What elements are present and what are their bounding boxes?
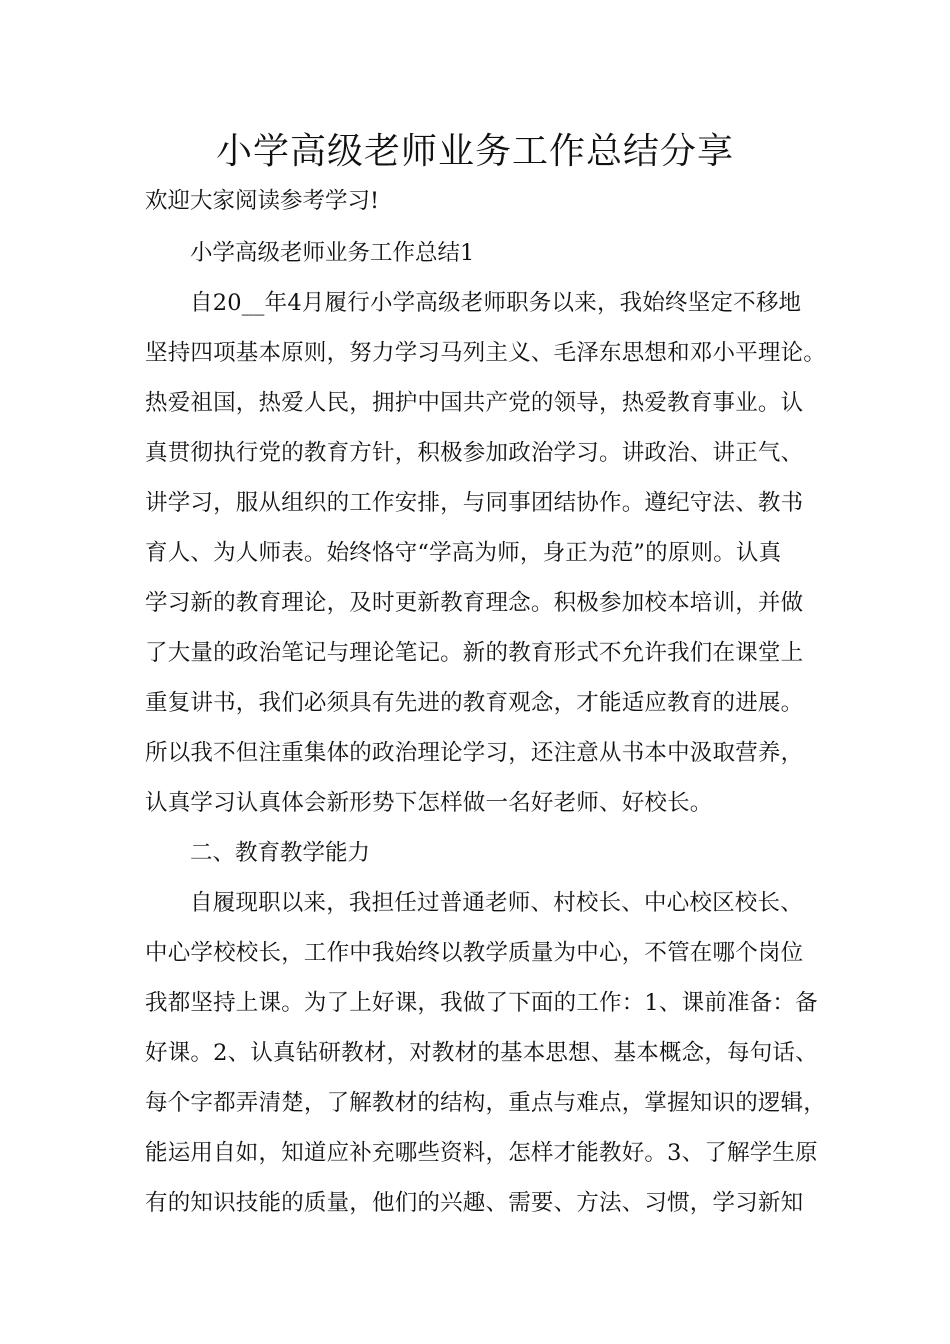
section1-heading: 小学高级老师业务工作总结1 [190, 240, 475, 266]
section1-line-2: 坚持四项基本原则，努力学习马列主义、毛泽东思想和邓小平理论。 [145, 340, 827, 366]
document-title: 小学高级老师业务工作总结分享 [215, 131, 734, 172]
section1-line-10: 所以我不但注重集体的政治理论学习，还注意从书本中汲取营养， [145, 740, 804, 766]
section1-line-4: 真贯彻执行党的教育方针，积极参加政治学习。讲政治、讲正气、 [145, 440, 804, 466]
section1-line-5: 讲学习，服从组织的工作安排，与同事团结协作。遵纪守法、教书 [145, 490, 804, 516]
section2-line-6: 能运用自如，知道应补充哪些资料，怎样才能教好。3、了解学生原 [145, 1140, 818, 1166]
section1-line-6: 育人、为人师表。始终恪守“学高为师，身正为范”的原则。认真 [145, 540, 782, 566]
section1-line-1: 自20__年4月履行小学高级老师职务以来，我始终坚定不移地 [190, 290, 802, 316]
section2-line-2: 中心学校校长，工作中我始终以教学质量为中心，不管在哪个岗位 [145, 940, 804, 966]
section1-line-9: 重复讲书，我们必须具有先进的教育观念，才能适应教育的进展。 [145, 690, 804, 716]
section2-line-7: 有的知识技能的质量，他们的兴趣、需要、方法、习惯，学习新知 [145, 1190, 804, 1216]
section2-line-1: 自履现职以来，我担任过普通老师、村校长、中心校区校长、 [190, 890, 803, 916]
section2-line-5: 每个字都弄清楚，了解教材的结构，重点与难点，掌握知识的逻辑， [145, 1090, 827, 1116]
intro-text: 欢迎大家阅读参考学习! [145, 188, 380, 214]
section1-line-11: 认真学习认真体会新形势下怎样做一名好老师、好校长。 [145, 790, 713, 816]
section1-line-3: 热爱祖国，热爱人民，拥护中国共产党的领导，热爱教育事业。认 [145, 390, 804, 416]
section1-line-8: 了大量的政治笔记与理论笔记。新的教育形式不允许我们在课堂上 [145, 640, 804, 666]
section1-line-7: 学习新的教育理论，及时更新教育理念。积极参加校本培训，并做 [145, 590, 804, 616]
section2-heading: 二、教育教学能力 [190, 840, 371, 866]
section2-line-4: 好课。2、认真钻研教材，对教材的基本思想、基本概念，每句话、 [145, 1040, 818, 1066]
section2-line-3: 我都坚持上课。为了上好课，我做了下面的工作：1、课前准备：备 [145, 990, 818, 1016]
